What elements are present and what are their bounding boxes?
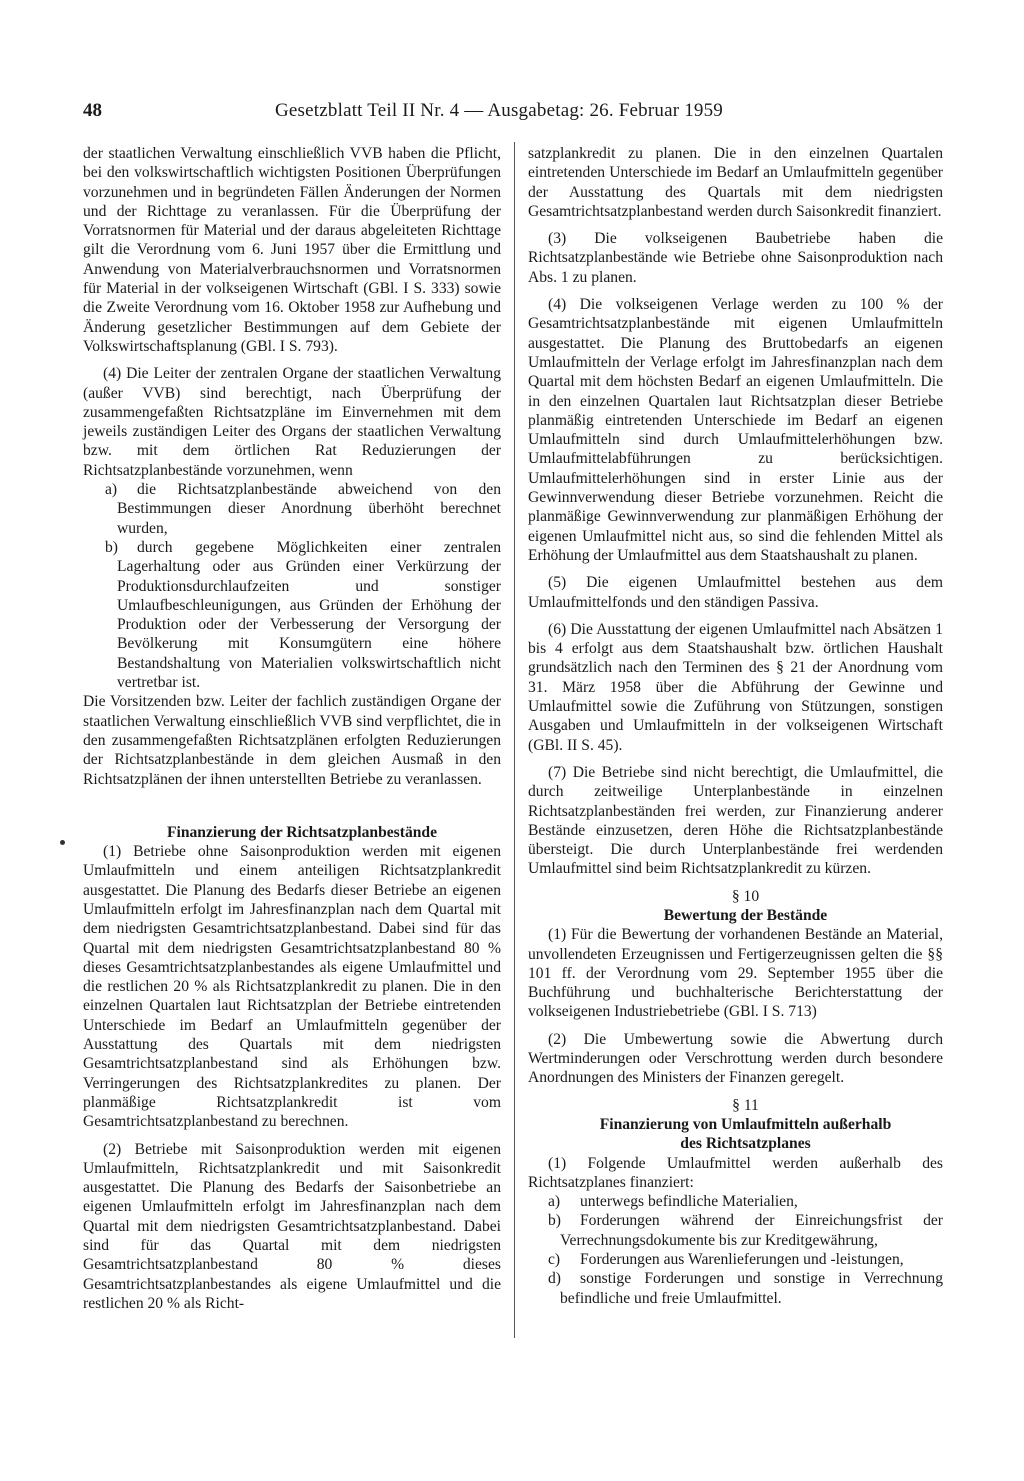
list-item-b — [528, 1211, 943, 1250]
list-item-d — [528, 1269, 943, 1308]
list-marker: a) — [548, 1193, 561, 1211]
paragraph-intro: der staatlichen Verwaltung einschließlich VVB haben die Pflicht, bei den volkswirtschaftlich wichtigsten Positionen Überprüfungen vorzunehmen und in begründeten Fällen Änderungen der Normen und der Richttage zu veranlassen. Für die Überprüfung der Vorratsnormen für Material und der daraus abgeleiteten Richttage gilt die Verordnung vom 6. Juni 1957 über die Ermittlung und Anwendung von Materialverbrauchsnormen und Vorratsnormen für Material in der volkseigenen Wirtschaft (GBl. I S. 333) sowie die Zweite Verordnung vom 16. Oktober 1958 zur Aufhebung und Änderung gesetzlicher Bestimmungen auf dem Gebiete der Volkswirtschaftsplanung (GBl. I S. 793). — [83, 145, 501, 355]
list-marker: d) — [548, 1270, 561, 1288]
heading-finanzierung-11-line2: des Richtsatzplanes — [680, 1135, 811, 1153]
paragraph-continuation: satzplankredit zu planen. Die in den einzelnen Quartalen eintretenden Unterschiede im Bedarf an Umlaufmitteln gegenüber der Ausstattung des Quartals mit dem niedrigsten Gesamtrichtsatzplanbestand werden durch Saisonkredit finanziert. — [528, 145, 943, 220]
paragraph-6: (6) Die Ausstattung der eigenen Umlaufmittel nach Absätzen 1 bis 4 erfolgt aus dem Staatshaushalt bzw. örtlichen Haushalt grundsätzlich nach den Terminen des § 21 der Anordnung vom 31. März 1958 über die Abführung der Gewinne und Umlaufmittel sowie die Zuführung von Stützungen, sonstigen Ausgaben und Umlaufmitteln in der volkseigenen Wirtschaft (GBl. II S. 45). — [528, 620, 943, 754]
list-text: die Richtsatzplanbestände abweichend von den Bestimmungen dieser Anordnung überhöht berechnet wurden, — [117, 481, 501, 537]
list-item-c — [528, 1250, 943, 1269]
paragraph-4: (4) Die Leiter der zentralen Organe der staatlichen Verwaltung (außer VVB) sind berechtigt, nach Überprüfung der zusammengefaßten Richtsatzpläne im Einvernehmen mit dem jeweils zuständigen Leiter des Organs der staatlichen Verwaltung bzw. mit dem örtlichen Rat Reduzierungen der Richtsatzplanbestände vorzunehmen, wenn — [83, 365, 501, 479]
paragraph-4: (4) Die volkseigenen Verlage werden zu 100 % der Gesamtrichtsatzplanbestände mit eigenen Umlaufmitteln ausgestattet. Die Planung des Bruttobedarfs an eigenen Umlaufmitteln der Verlage erfolgt im Jahresfinanzplan nach dem Quartal mit dem höchsten Bedarf an eigenen Umlaufmitteln. Die in den einzelnen Quartalen laut Richtsatzplan dieser Betriebe planmäßig eintretenden Unterschiede im Bedarf an eigenen Umlaufmitteln sind durch Umlaufmittelerhöhungen bzw. Umlaufmittelabführungen zu berücksichtigen. Umlaufmittelerhöhungen sind in erster Linie aus der Gewinnverwendung dieser Betriebe vorzunehmen. Reicht die planmäßige Gewinnverwendung zur planmäßigen Erhöhung der eigenen Umlaufmittel nicht aus, so sind die fehlenden Mittel als Erhöhung der Umlaufmittel aus dem Staatshaushalt zu planen. — [528, 296, 943, 564]
heading-finanzierung: Finanzierung der Richtsatzplanbestände — [166, 823, 438, 841]
list-item-a — [83, 480, 501, 538]
paragraph-11-1: (1) Folgende Umlaufmittel werden außerhalb des Richtsatzplanes finanziert: — [528, 1154, 943, 1191]
list-item-b — [83, 538, 501, 692]
list-text: sonstige Forderungen und sonstige in Verrechnung befindliche und freie Umlaufmittel. — [560, 1270, 943, 1307]
paragraph-2: (2) Betriebe mit Saisonproduktion werden mit eigenen Umlaufmitteln, Richtsatzplankredit und mit Saisonkredit ausgestattet. Die Planung des Bedarfs der Saisonbetriebe an eigenen Umlaufmitteln erfolgt im Jahresfinanzplan nach dem Quartal mit dem niedrigsten Gesamtrichtsatzplanbestand. Dabei sind für das Quartal mit dem niedrigsten Gesamtrichtsatzplanbestand 80 % dieses Gesamtrichtsatzplanbestandes als eigene Umlaufmittel und die restlichen 20 % als Richt- — [83, 1140, 501, 1312]
list-marker: b) — [548, 1212, 561, 1230]
paragraph-10-2: (2) Die Umbewertung sowie die Abwertung durch Wertminderungen oder Verschrottung werden durch besondere Anordnungen des Ministers der Finanzen geregelt. — [528, 1030, 943, 1087]
list-text: Forderungen aus Warenlieferungen und -leistungen, — [580, 1251, 904, 1269]
paragraph-vorsitzende: Die Vorsitzenden bzw. Leiter der fachlich zuständigen Organe der staatlichen Verwaltung einschließlich VVB sind verpflichtet, die in den zusammengefaßten Richtsatzplänen erfolgten Reduzierungen der Richtsatzplanbestände in dem gleichen Ausmaß in den Richtsatzplänen der ihnen unterstellten Betriebe zu veranlassen. — [83, 693, 501, 788]
paragraph-10-1: (1) Für die Bewertung der vorhandenen Bestände an Material, unvollendeten Erzeugnissen und Fertigerzeugnissen gelten die §§ 101 ff. der Verordnung vom 29. September 1955 über die Buchführung und buchhalterische Berichterstattung der volkseigenen Industriebetriebe (GBl. I S. 713) — [528, 926, 943, 1021]
page-header — [83, 96, 943, 126]
header-title: Gesetzblatt Teil II Nr. 4 — Ausgabetag: 26. Februar 1959 — [275, 100, 724, 121]
paragraph-5: (5) Die eigenen Umlaufmittel bestehen aus dem Umlaufmittelfonds und den ständigen Passiva. — [528, 574, 943, 611]
list-text: durch gegebene Möglichkeiten einer zentralen Lagerhaltung oder aus Gründen einer Verkürzung der Produktionsdurchlaufzeiten und sonstiger Umlaufbeschleunigungen, aus Gründen der Erhöhung der Produktion oder der Verbesserung der Versorgung der Bevölkerung mit Konsumgütern eine höhere Bestandshaltung von Materialien volkswirtschaftlich nicht vertretbar ist. — [117, 538, 501, 692]
list-text: Forderungen während der Einreichungsfrist der Verrechnungsdokumente bis zur Kreditgewährung, — [560, 1212, 943, 1249]
list-marker: b) — [105, 538, 118, 556]
right-column — [528, 144, 943, 1308]
list-text: unterwegs befindliche Materialien, — [580, 1193, 798, 1211]
paragraph-1: (1) Betriebe ohne Saisonproduktion werden mit eigenen Umlaufmitteln und einem anteiligen Richtsatzplankredit ausgestattet. Die Planung des Bedarfs dieser Betriebe an eigenen Umlaufmitteln erfolgt im Jahresfinanzplan nach dem Quartal mit dem niedrigsten Gesamtrichtsatzplanbestand. Dabei sind für das Quartal mit dem niedrigsten Gesamtrichtsatzplanbestand 80 % dieses Gesamtrichtsatzplanbestandes als eigene Umlaufmittel und die restlichen 20 % als Richtsatzplankredit zu planen. Die in den einzelnen Quartalen laut Richtsatzplan der Betriebe eintretenden Unterschiede im Bedarf an Umlaufmitteln gegenüber der Ausstattung des Quartals mit dem niedrigsten Gesamtrichtsatzplanbestand sind als Erhöhungen bzw. Verringerungen des Richtsatzplankredites zu planen. Der planmäßige Richtsatzplankredit ist vom Gesamtrichtsatzplanbestand zu berechnen. — [83, 843, 501, 1131]
paragraph-3: (3) Die volkseigenen Baubetriebe haben die Richtsatzplanbestände wie Betriebe ohne Saisonproduktion nach Abs. 1 zu planen. — [528, 230, 943, 286]
list-item-a — [528, 1192, 943, 1211]
section-11-number: § 11 — [732, 1096, 759, 1114]
list-marker: a) — [105, 481, 118, 499]
left-column — [83, 144, 501, 1313]
heading-bewertung: Bewertung der Bestände — [663, 906, 828, 924]
section-10-number: § 10 — [731, 887, 760, 905]
page-number: 48 — [83, 100, 102, 121]
heading-finanzierung-11-line1: Finanzierung von Umlaufmitteln außerhalb — [599, 1115, 892, 1133]
paragraph-7: (7) Die Betriebe sind nicht berechtigt, die Umlaufmittel, die durch zeitweilige Unterplanbestände in einzelnen Richtsatzplanbeständen frei werden, zur Finanzierung anderer Bestände einzusetzen, deren Höhe die Richtsatzplanbestände übersteigt. Die durch Unterplanbestände frei werdenden Umlaufmittel sind beim Richtsatzplankredit zu kürzen. — [528, 763, 943, 878]
column-divider — [514, 142, 515, 1338]
margin-mark — [60, 840, 65, 845]
list-marker: c) — [548, 1251, 561, 1269]
